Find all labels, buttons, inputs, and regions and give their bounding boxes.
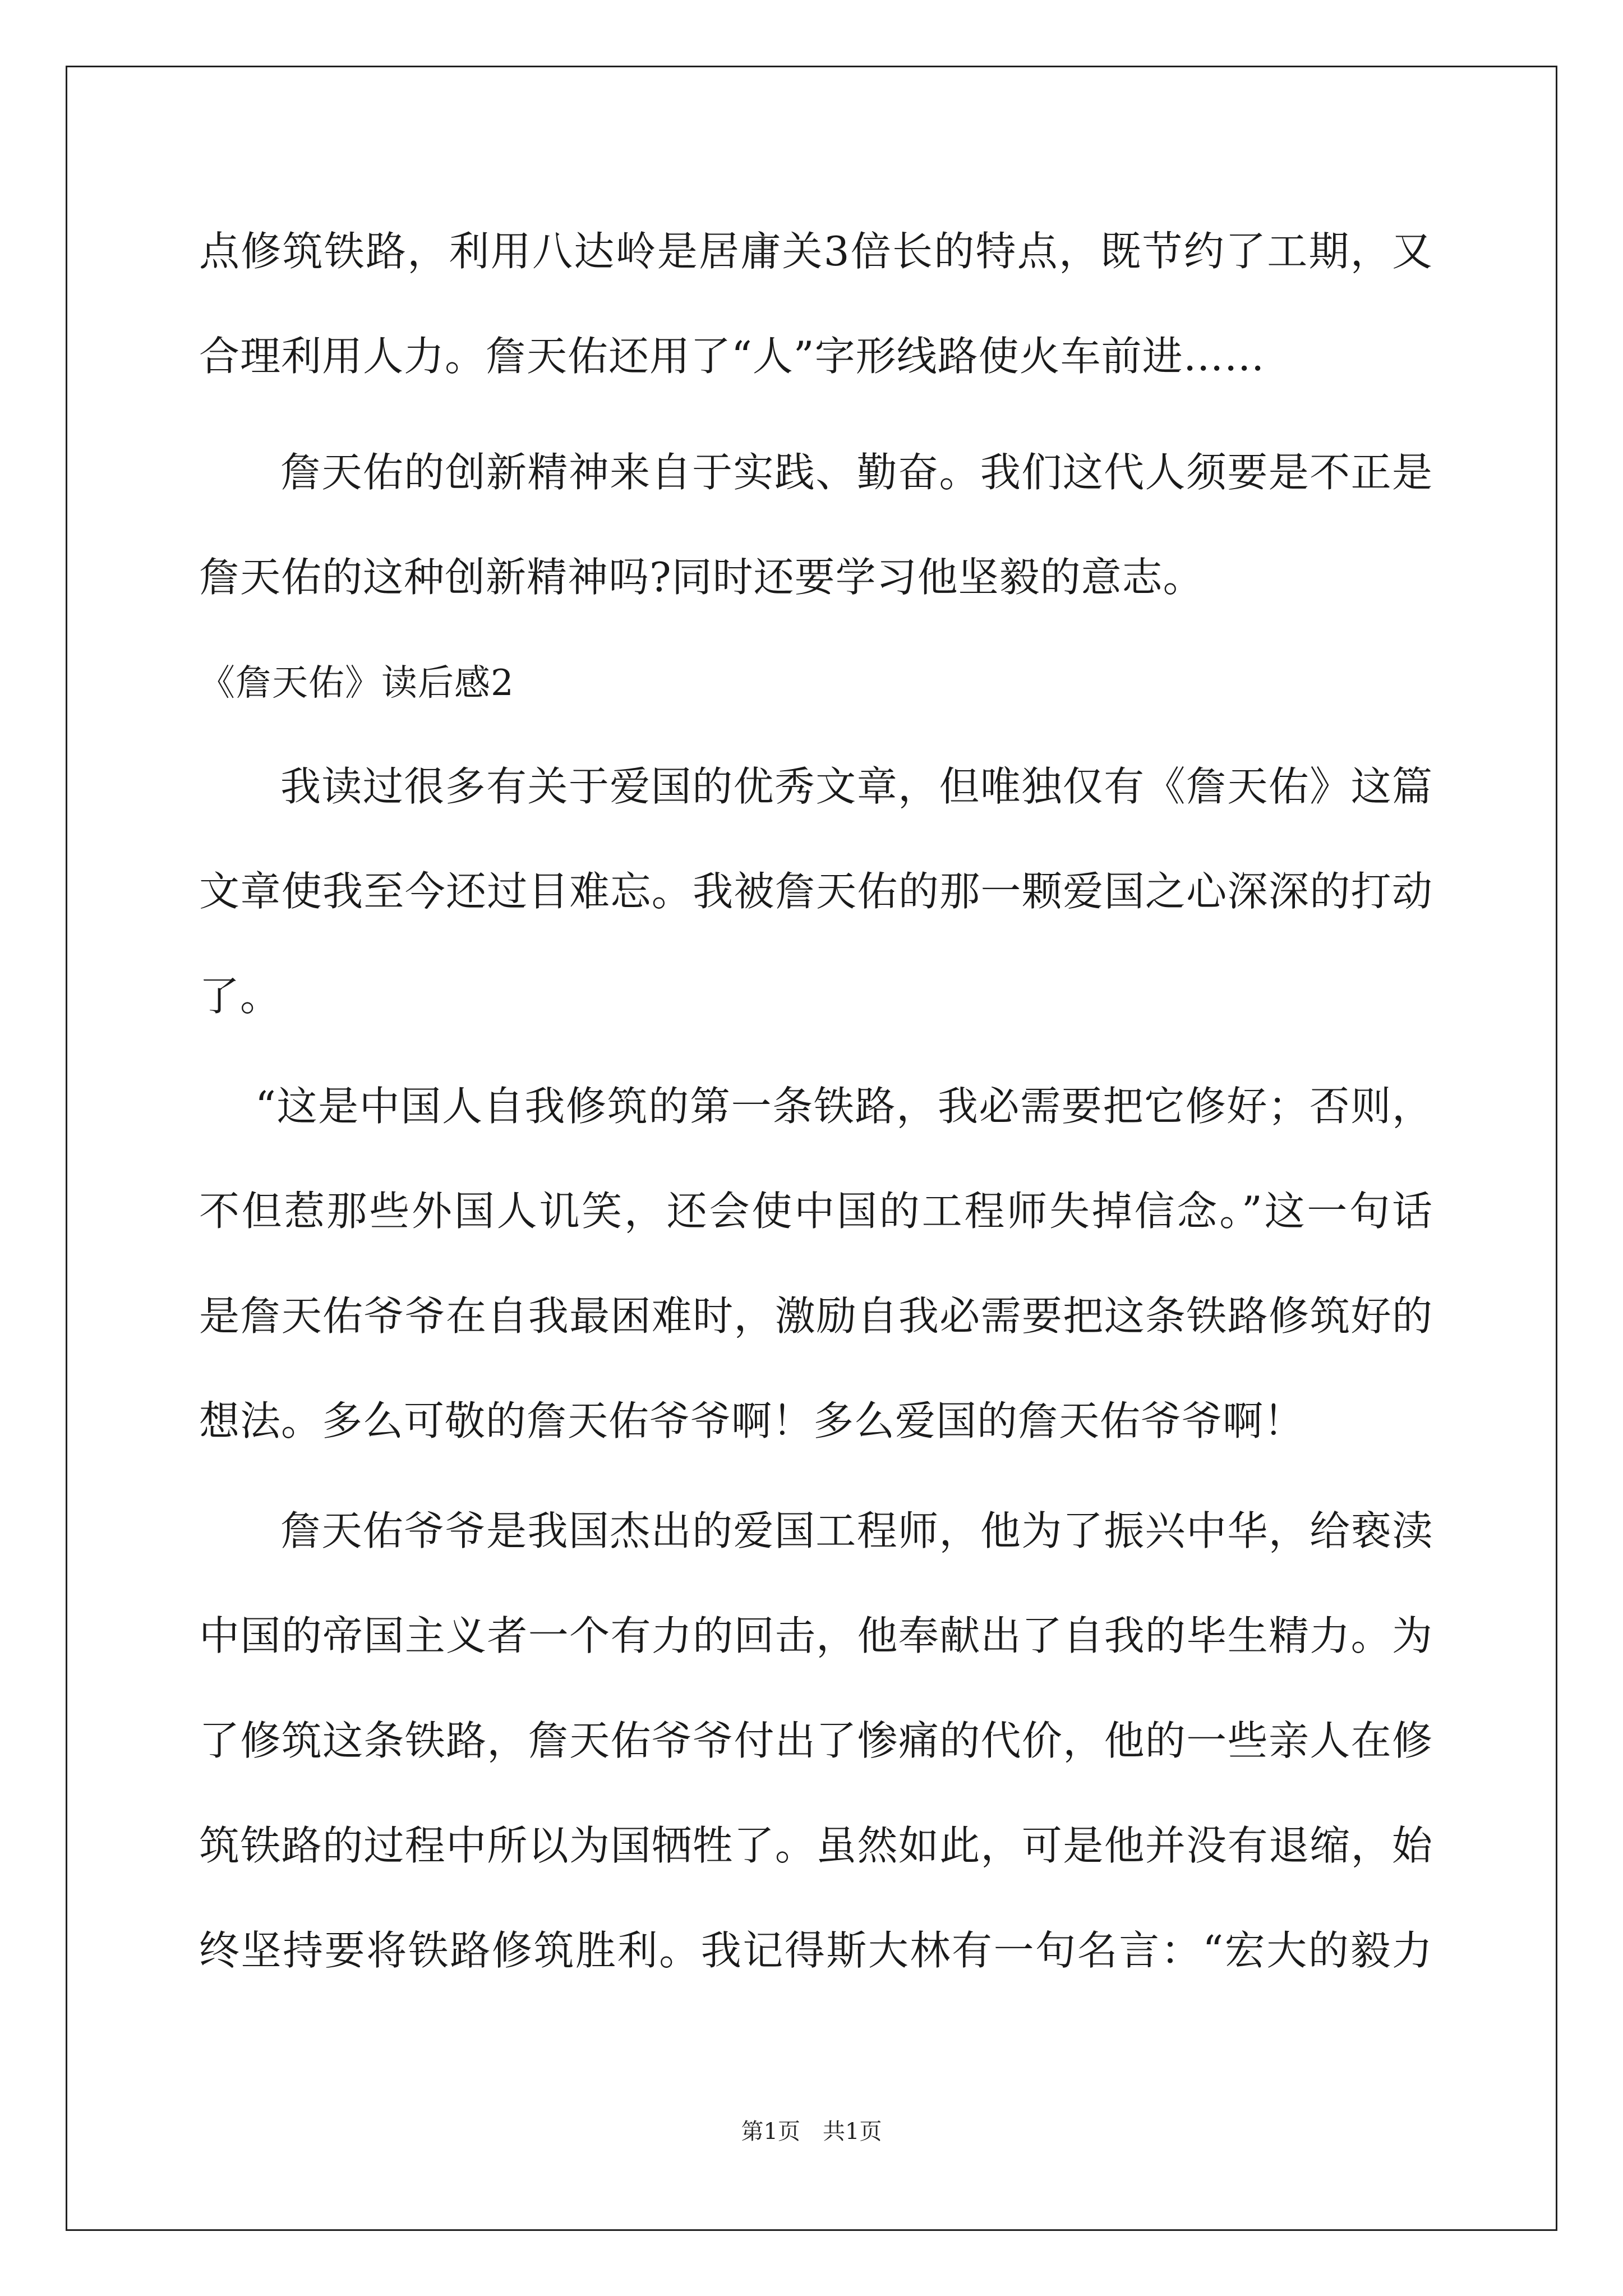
page-total: 共1页: [823, 2119, 882, 2145]
page-number: 第1页: [741, 2119, 800, 2145]
paragraph-start: 我读过很多有关于爱国的优秀文章，但唯独仅有《詹天佑》这篇: [280, 763, 1433, 810]
paragraph-start: “这是中国人自我修筑的第一条铁路，我必需要把它修好；否则，: [255, 1083, 1433, 1130]
text-line: 点修筑铁路，利用八达岭是居庸关3倍长的特点，既节约了工期，又: [199, 228, 1433, 275]
text-line: 了修筑这条铁路，詹天佑爷爷付出了惨痛的代价，他的一些亲人在修: [199, 1717, 1433, 1764]
text-line: 中国的帝国主义者一个有力的回击，他奉献出了自我的毕生精力。为: [199, 1612, 1433, 1659]
text-line: 了。: [199, 973, 282, 1020]
text-line: 不但惹那些外国人讥笑，还会使中国的工程师失掉信念。”这一句话: [199, 1188, 1433, 1235]
section-heading: 《詹天佑》读后感2: [199, 662, 514, 704]
page-footer: [0, 2120, 1623, 2143]
text-line: 是詹天佑爷爷在自我最困难时，激励自我必需要把这条铁路修筑好的: [199, 1292, 1433, 1340]
text-line: 想法。多么可敬的詹天佑爷爷啊！多么爱国的詹天佑爷爷啊！: [199, 1397, 1305, 1444]
page-frame: [66, 66, 1557, 2231]
text-line: 筑铁路的过程中所以为国牺牲了。虽然如此，可是他并没有退缩，始: [199, 1822, 1433, 1869]
paragraph-start: 詹天佑爷爷是我国杰出的爱国工程师，他为了振兴中华，给亵渎: [280, 1507, 1433, 1554]
text-line: 合理利用人力。詹天佑还用了“人”字形线路使火车前进……: [199, 333, 1265, 380]
paragraph-start: 詹天佑的创新精神来自于实践、勤奋。我们这代人须要是不正是: [280, 449, 1433, 496]
text-line: 詹天佑的这种创新精神吗?同时还要学习他坚毅的意志。: [199, 554, 1204, 601]
text-line: 文章使我至今还过目难忘。我被詹天佑的那一颗爱国之心深深的打动: [199, 868, 1433, 915]
text-line: 终坚持要将铁路修筑胜利。我记得斯大林有一句名言：“宏大的毅力: [199, 1927, 1433, 1974]
